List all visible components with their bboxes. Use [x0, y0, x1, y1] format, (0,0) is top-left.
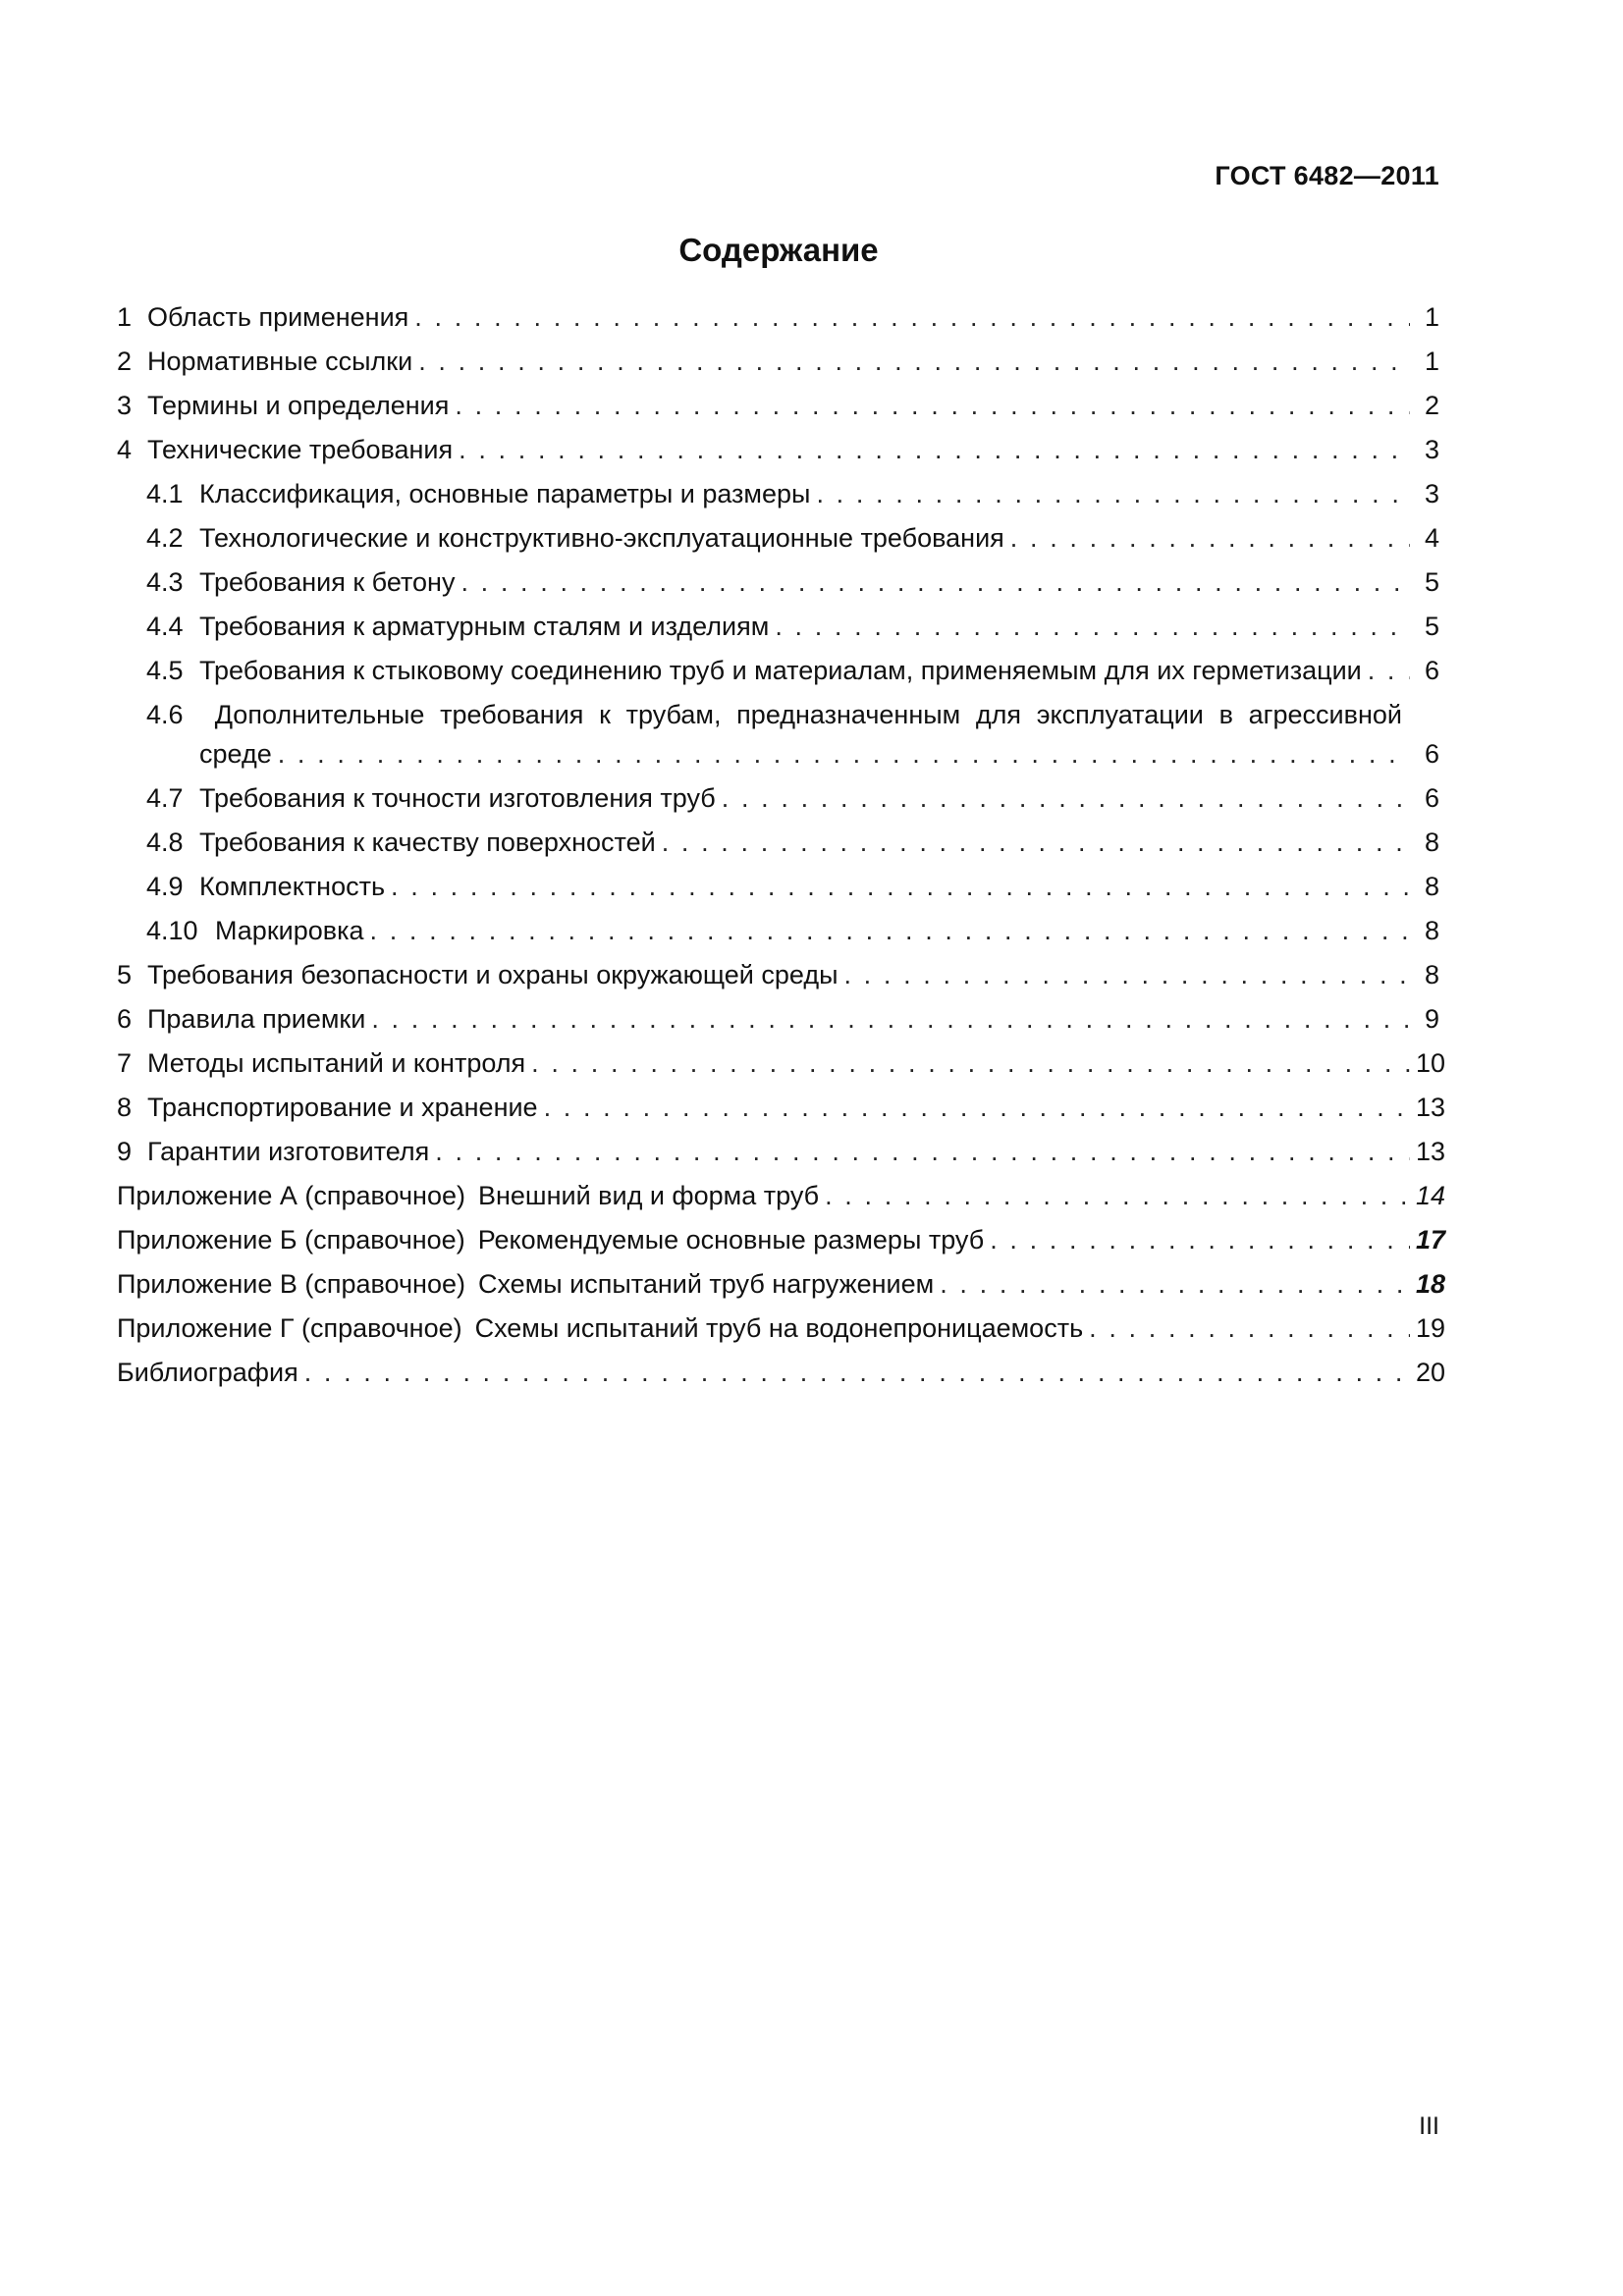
- toc-entry-page: 8: [1424, 960, 1439, 989]
- toc-entry-page: 19: [1416, 1313, 1446, 1343]
- toc-entry-page: 2: [1424, 391, 1439, 420]
- dot-leader: [990, 1223, 1410, 1256]
- toc-entry-title: Схемы испытаний труб нагружением: [477, 1269, 935, 1299]
- toc-entry-number: 7: [117, 1048, 133, 1078]
- dot-leader: [940, 1267, 1410, 1301]
- toc-entry-page: 20: [1416, 1358, 1446, 1387]
- toc-entry-number: 4: [117, 435, 133, 464]
- dot-leader: [455, 389, 1410, 422]
- toc-entry-title: Требования к арматурным сталям и изделиям: [199, 612, 770, 641]
- dot-leader: [722, 781, 1410, 815]
- dot-leader: [460, 565, 1410, 599]
- toc-entry-page: 6: [1424, 783, 1439, 813]
- dot-leader: [371, 1002, 1410, 1036]
- toc-bibliography-entry[interactable]: [117, 1356, 1446, 1400]
- toc-entry[interactable]: [117, 1002, 1439, 1046]
- toc-entry-title: Рекомендуемые основные размеры труб: [477, 1225, 985, 1255]
- toc-entry-number: 4.4: [146, 612, 184, 641]
- toc-entry-title: Термины и определения: [147, 391, 450, 420]
- toc-entry-title: Маркировка: [215, 916, 364, 945]
- toc-subentry[interactable]: [117, 565, 1439, 610]
- toc-entry-page: 10: [1416, 1048, 1446, 1078]
- dot-leader: [531, 1046, 1410, 1080]
- toc-subentry[interactable]: [117, 698, 1439, 781]
- toc-entry-page: 5: [1424, 567, 1439, 597]
- toc-entry-title: Технологические и конструктивно-эксплуатационные требования: [199, 523, 1004, 553]
- appendix-designation: Приложение А (справочное): [117, 1181, 465, 1210]
- toc-entry-title: Дополнительные требования к трубам, предназначенным для эксплуатации в агрессивной: [214, 700, 1402, 729]
- toc-entry-page: 3: [1424, 479, 1439, 508]
- toc-entry-title: Транспортирование и хранение: [147, 1093, 538, 1122]
- dot-leader: [1010, 521, 1410, 555]
- toc-entry-page: 13: [1416, 1137, 1446, 1166]
- toc-entry-number: 1: [117, 302, 133, 332]
- dot-leader: [459, 433, 1410, 466]
- toc-entry-number: 4.1: [146, 479, 184, 508]
- toc-entry[interactable]: [117, 389, 1439, 433]
- toc-appendix-entry[interactable]: [117, 1223, 1446, 1267]
- toc-appendix-entry[interactable]: [117, 1311, 1446, 1356]
- toc-subentry[interactable]: [117, 477, 1439, 521]
- dot-leader: [544, 1091, 1410, 1124]
- dot-leader: [775, 610, 1410, 643]
- dot-leader: [816, 477, 1410, 510]
- toc-entry-page: 8: [1424, 828, 1439, 857]
- toc-subentry[interactable]: [117, 914, 1439, 958]
- toc-entry-title: Схемы испытаний труб на водонепроницаемость: [474, 1313, 1084, 1343]
- toc-entry[interactable]: [117, 1135, 1446, 1179]
- toc-appendix-entry[interactable]: [117, 1179, 1446, 1223]
- page-number: III: [1419, 2112, 1439, 2140]
- toc-subentry[interactable]: [117, 870, 1439, 914]
- dot-leader: [843, 958, 1410, 991]
- toc-entry-number: 4.7: [146, 783, 184, 813]
- toc-subentry[interactable]: [117, 610, 1439, 654]
- toc-entry-number: 4.5: [146, 656, 184, 685]
- toc-entry-number: 2: [117, 347, 133, 376]
- toc-entry-number: 9: [117, 1137, 133, 1166]
- toc-entry-title: Правила приемки: [147, 1004, 366, 1034]
- toc-entry[interactable]: [117, 958, 1439, 1002]
- toc-entry-title: Библиография: [117, 1358, 298, 1387]
- toc-subentry[interactable]: [117, 521, 1439, 565]
- page-title: Содержание: [678, 232, 879, 268]
- toc-entry-title: Требования к качеству поверхностей: [199, 828, 656, 857]
- toc-entry-title-continuation: среде: [199, 739, 272, 769]
- dot-leader: [1089, 1311, 1410, 1345]
- toc-entry-page: 8: [1424, 916, 1439, 945]
- toc-entry-title: Классификация, основные параметры и размеры: [199, 479, 811, 508]
- dot-leader: [391, 870, 1410, 903]
- toc-subentry[interactable]: [117, 826, 1439, 870]
- toc-entry-title: Внешний вид и форма труб: [477, 1181, 820, 1210]
- dot-leader: [1368, 654, 1410, 687]
- toc-entry[interactable]: [117, 345, 1439, 389]
- toc-entry-page: 8: [1424, 872, 1439, 901]
- toc-entry-number: 4.10: [146, 916, 198, 945]
- dot-leader: [304, 1356, 1410, 1389]
- toc-entry-number: 3: [117, 391, 133, 420]
- toc-entry[interactable]: [117, 300, 1439, 345]
- toc-appendix-entry[interactable]: [117, 1267, 1446, 1311]
- toc-entry-page: 14: [1416, 1181, 1446, 1210]
- toc-entry-title: Требования к стыковому соединению труб и материалам, применяемым для их герметизации: [199, 656, 1362, 685]
- toc-entry-page: 13: [1416, 1093, 1446, 1122]
- toc-entry-page: 17: [1416, 1225, 1446, 1255]
- appendix-designation: Приложение В (справочное): [117, 1269, 465, 1299]
- toc-entry-title: Требования к точности изготовления труб: [199, 783, 716, 813]
- toc-subentry[interactable]: [117, 781, 1439, 826]
- toc-entry-number: 6: [117, 1004, 133, 1034]
- toc-entry-page: 3: [1424, 435, 1439, 464]
- toc-entry[interactable]: [117, 1091, 1446, 1135]
- toc-entry-number: 4.3: [146, 567, 184, 597]
- toc-entry-title: Нормативные ссылки: [147, 347, 413, 376]
- toc-entry[interactable]: [117, 433, 1439, 477]
- toc-entry-page: 1: [1424, 302, 1439, 332]
- toc-entry-title: Технические требования: [147, 435, 454, 464]
- toc-entry-number: 4.2: [146, 523, 184, 553]
- dot-leader: [278, 737, 1410, 771]
- toc-subentry[interactable]: [117, 654, 1439, 698]
- table-of-contents: [117, 300, 1446, 1400]
- dot-leader: [435, 1135, 1410, 1168]
- toc-entry-page: 9: [1424, 1004, 1439, 1034]
- toc-entry-title: Требования к бетону: [199, 567, 456, 597]
- toc-entry-page: 18: [1416, 1269, 1446, 1299]
- toc-entry-number: 5: [117, 960, 133, 989]
- dot-leader: [418, 345, 1410, 378]
- toc-entry-title: Комплектность: [199, 872, 386, 901]
- dot-leader: [662, 826, 1410, 859]
- document-id: ГОСТ 6482—2011: [1215, 161, 1439, 190]
- toc-entry-page: 1: [1424, 347, 1439, 376]
- toc-entry-page: 6: [1424, 656, 1439, 685]
- toc-entry-title: Методы испытаний и контроля: [147, 1048, 526, 1078]
- dot-leader: [414, 300, 1410, 334]
- dot-leader: [825, 1179, 1410, 1212]
- toc-entry-number: 8: [117, 1093, 133, 1122]
- toc-entry-title: Гарантии изготовителя: [147, 1137, 430, 1166]
- toc-entry-number: 4.9: [146, 872, 184, 901]
- appendix-designation: Приложение Б (справочное): [117, 1225, 465, 1255]
- toc-entry-number: 4.6: [146, 700, 184, 729]
- dot-leader: [370, 914, 1410, 947]
- appendix-designation: Приложение Г (справочное): [117, 1313, 462, 1343]
- toc-entry-page: 6: [1424, 739, 1439, 769]
- toc-entry-page: 4: [1424, 523, 1439, 553]
- toc-entry-number: 4.8: [146, 828, 184, 857]
- toc-entry-page: 5: [1424, 612, 1439, 641]
- toc-entry-title: Требования безопасности и охраны окружающей среды: [147, 960, 839, 989]
- toc-entry[interactable]: [117, 1046, 1446, 1091]
- toc-entry-title: Область применения: [147, 302, 409, 332]
